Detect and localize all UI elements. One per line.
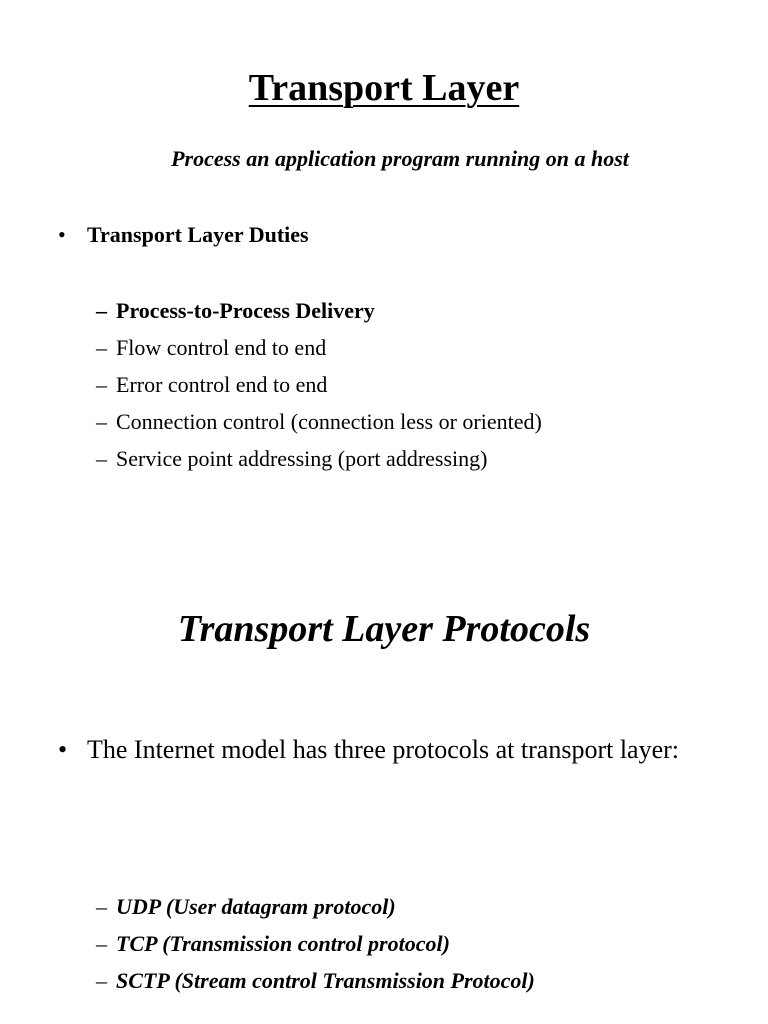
dash-icon: – — [96, 894, 107, 919]
list-item-text: Flow control end to end — [116, 335, 327, 360]
list-item — [96, 366, 542, 403]
bullet-icon: • — [58, 735, 68, 764]
dash-icon: – — [96, 931, 107, 956]
list-item — [96, 888, 535, 925]
page-title: Transport Layer — [248, 67, 520, 109]
list-item — [96, 440, 542, 477]
list-item-text: Connection control (connection less or oriented) — [116, 409, 542, 434]
dash-icon: – — [96, 446, 107, 471]
bullet-text: Transport Layer Duties — [87, 222, 309, 247]
list-item — [96, 403, 542, 440]
protocols-list — [96, 888, 535, 999]
list-item-text: SCTP (Stream control Transmission Protocol) — [116, 968, 535, 993]
dash-icon: – — [96, 968, 107, 993]
list-item — [96, 292, 542, 329]
bullet-icon: • — [58, 222, 66, 247]
list-item-text: Error control end to end — [116, 372, 328, 397]
duties-list — [96, 292, 542, 477]
list-item — [96, 962, 535, 999]
section-title-protocols: Transport Layer Protocols — [177, 608, 591, 650]
bullet-internet-model — [58, 733, 698, 767]
dash-icon: – — [96, 409, 107, 434]
list-item-text: Service point addressing (port addressing) — [116, 446, 488, 471]
list-item-text: TCP (Transmission control protocol) — [116, 931, 450, 956]
list-item — [96, 329, 542, 366]
bullet-transport-duties — [58, 220, 309, 250]
list-item-text: Process-to-Process Delivery — [116, 298, 375, 323]
definition-subtitle: Process an application program running on a host — [171, 146, 629, 171]
list-item — [96, 925, 535, 962]
list-item-text: UDP (User datagram protocol) — [116, 894, 396, 919]
dash-icon: – — [96, 298, 107, 323]
dash-icon: – — [96, 335, 107, 360]
bullet-text: The Internet model has three protocols at transport layer: — [87, 735, 680, 764]
dash-icon: – — [96, 372, 107, 397]
